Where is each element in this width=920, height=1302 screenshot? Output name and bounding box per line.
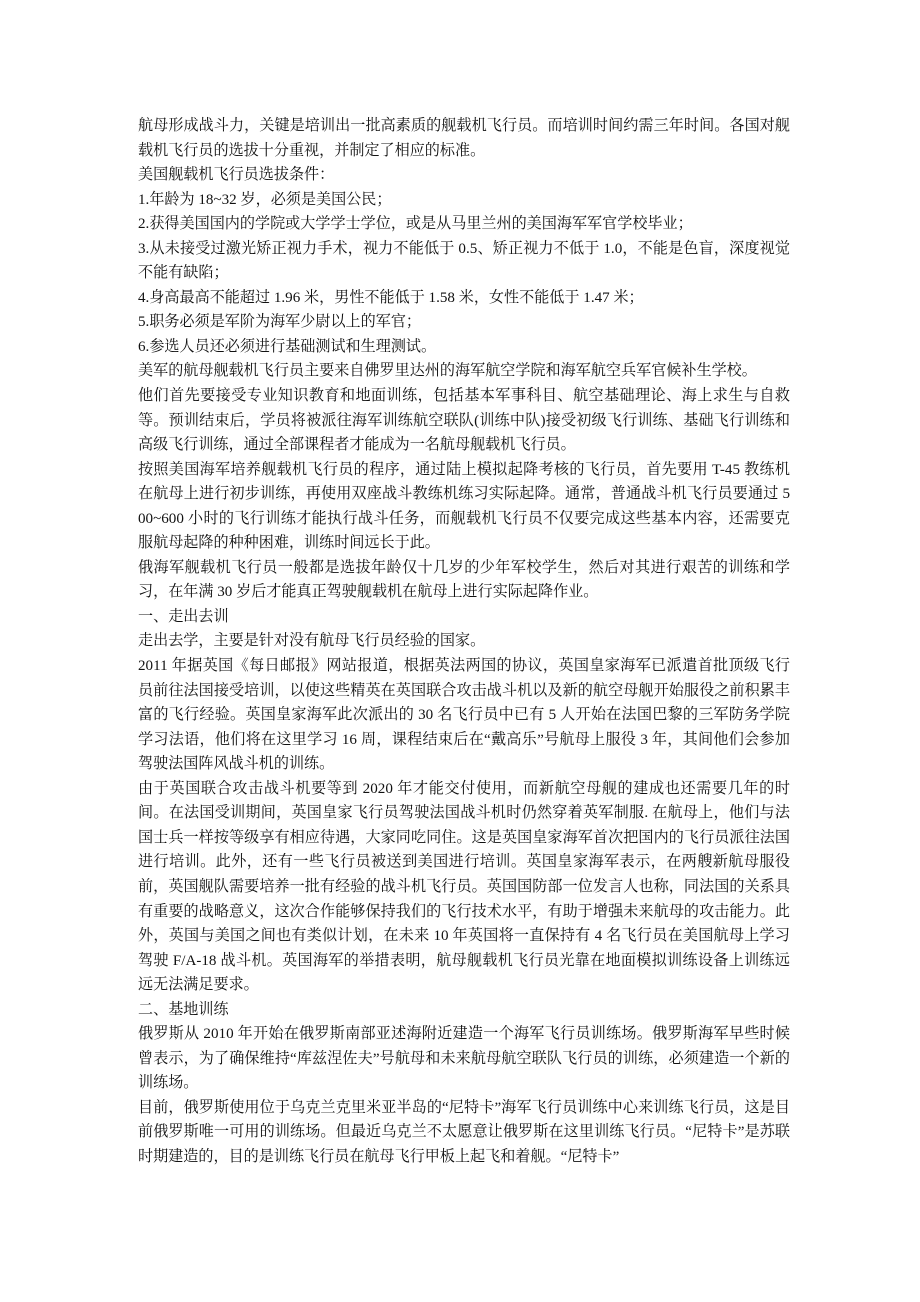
paragraph: 美军的航母舰载机飞行员主要来自佛罗里达州的海军航空学院和海军航空兵军官候补生学校。 <box>138 363 757 380</box>
paragraph: 按照美国海军培养舰载机飞行员的程序，通过陆上模拟起降考核的飞行员，首先要用 T-45 教练机在航母上进行初步训练，再使用双座战斗教练机练习实际起降。通常，普通战斗机飞行员要通过 500~600 小时的飞行训练才能执行战斗任务，而舰载机飞行员不仅要完成这些基本内容，还需要克服航母起降的种种困难，训练时间远长于此。 <box>138 461 790 552</box>
paragraph: 5.职务必须是军阶为海军少尉以上的军官； <box>138 314 422 331</box>
paragraph: 1.年龄为 18~32 岁，必须是美国公民； <box>138 191 392 208</box>
paragraph: 3.从未接受过激光矫正视力手术，视力不能低于 0.5、矫正视力不低于 1.0，不能是色盲，深度视觉不能有缺陷； <box>138 240 790 282</box>
paragraph: 俄海军舰载机飞行员一般都是选拔年龄仅十几岁的少年军校学生，然后对其进行艰苦的训练和学习，在年满 30 岁后才能真正驾驶舰载机在航母上进行实际起降作业。 <box>138 559 790 601</box>
paragraph: 目前，俄罗斯使用位于乌克兰克里米亚半岛的“尼特卡”海军飞行员训练中心来训练飞行员，这是目前俄罗斯唯一可用的训练场。但最近乌克兰不太愿意让俄罗斯在这里训练飞行员。“尼特卡”是苏联时期建造的，目的是训练飞行员在航母飞行甲板上起飞和着舰。“尼特卡” <box>138 1099 790 1165</box>
paragraph: 2011 年据英国《每日邮报》网站报道，根据英法两国的协议，英国皇家海军已派遣首批顶级飞行员前往法国接受培训，以使这些精英在英国联合攻击战斗机以及新的航空母舰开始服役之前积累丰富的飞行经验。英国皇家海军此次派出的 30 名飞行员中已有 5 人开始在法国巴黎的三军防务学院学习法语，他们将在这里学习 16 周，课程结束后在“戴高乐”号航母上服役 3 年，其间他们会参加驾驶法国阵风战斗机的训练。 <box>138 658 790 773</box>
paragraph: 由于英国联合攻击战斗机要等到 2020 年才能交付使用，而新航空母舰的建成也还需要几年的时间。在法国受训期间，英国皇家飞行员驾驶法国战斗机时仍然穿着英军制服. 在航母上，他们与法国士兵一样按等级享有相应待遇，大家同吃同住。这是英国皇家海军首次把国内的飞行员派往法国进行培训。此外，还有一些飞行员被送到美国进行培训。英国皇家海军表示，在两艘新航母服役前，英国舰队需要培养一批有经验的战斗机飞行员。英国国防部一位发言人也称，同法国的关系具有重要的战略意义，这次合作能够保持我们的飞行技术水平，有助于增强未来航母的攻击能力。此外，英国与美国之间也有类似计划，在未来 10 年英国将一直保持有 4 名飞行员在美国航母上学习驾驶 F/A-18 战斗机。英国海军的举措表明，航母舰载机飞行员光靠在地面模拟训练设备上训练远远无法满足要求。 <box>138 780 790 994</box>
paragraph: 航母形成战斗力，关键是培训出一批高素质的舰载机飞行员。而培训时间约需三年时间。各国对舰载机飞行员的选拔十分重视，并制定了相应的标准。 <box>138 118 790 159</box>
document-page <box>138 114 790 1170</box>
paragraph: 俄罗斯从 2010 年开始在俄罗斯南部亚述海附近建造一个海军飞行员训练场。俄罗斯海军早些时候曾表示，为了确保维持“库兹涅佐夫”号航母和未来航母航空联队飞行员的训练，必须建造一个新的训练场。 <box>138 1026 790 1092</box>
paragraph: 2.获得美国国内的学院或大学学士学位，或是从马里兰州的美国海军军官学校毕业； <box>138 216 693 233</box>
paragraph: 走出去学，主要是针对没有航母飞行员经验的国家。 <box>138 633 486 650</box>
section-heading: 一、走出去训 <box>138 608 229 625</box>
paragraph: 6.参选人员还必须进行基础测试和生理测试。 <box>138 338 437 355</box>
paragraph: 4.身高最高不能超过 1.96 米，男性不能低于 1.58 米，女性不能低于 1.47 米； <box>138 289 644 306</box>
paragraph: 他们首先要接受专业知识教育和地面训练，包括基本军事科目、航空基础理论、海上求生与自救等。预训结束后，学员将被派往海军训练航空联队(训练中队)接受初级飞行训练、基础飞行训练和高级飞行训练，通过全部课程者才能成为一名航母舰载机飞行员。 <box>138 388 790 454</box>
section-heading: 二、基地训练 <box>138 1001 229 1018</box>
paragraph: 美国舰载机飞行员选拔条件： <box>138 167 335 184</box>
